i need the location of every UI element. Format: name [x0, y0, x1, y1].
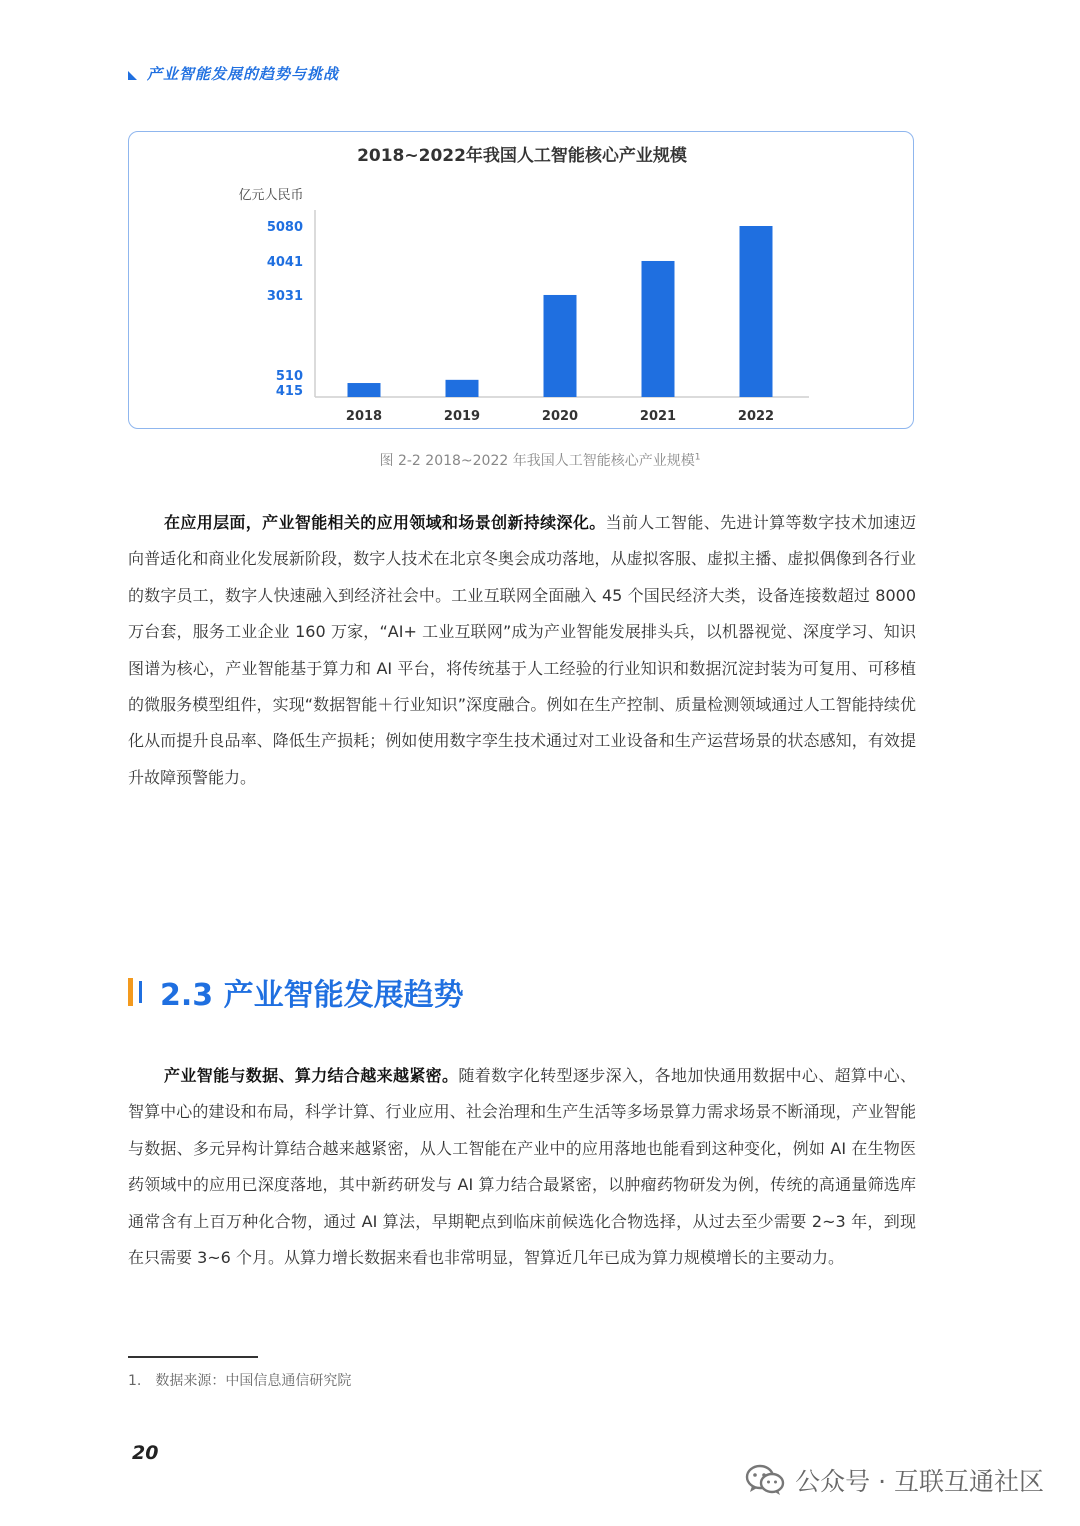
- caption-footnote-ref: 1: [694, 452, 701, 463]
- footnote-number: 1.: [128, 1373, 142, 1389]
- x-tick-label: 2020: [541, 409, 579, 424]
- paragraph-lead: 产业智能与数据、算力结合越来越紧密。: [164, 1066, 459, 1085]
- bar-chart: [129, 132, 915, 430]
- x-tick-label: 2018: [345, 409, 383, 424]
- footnote-divider: [128, 1356, 258, 1358]
- section-blue-bar: [139, 981, 142, 1003]
- page-number: 20: [132, 1442, 159, 1464]
- chart-title: 2018~2022年我国人工智能核心产业规模: [357, 146, 687, 166]
- watermark: [745, 1462, 1044, 1498]
- section-heading: [128, 970, 464, 1014]
- y-tick-label: 510: [275, 368, 303, 384]
- paragraph-body: 随着数字化转型逐步深入，各地加快通用数据中心、超算中心、智算中心的建设和布局，科学计算、行业应用、社会治理和生产生活等多场景算力需求场景不断涌现，产业智能与数据、多元异构计算结合越来越紧密，从人工智能在产业中的应用落地也能看到这种变化，例如 AI 在生物医药领域中的应用已深度落地，其中新药研发与 AI 算力结合最紧密，以肿瘤药物研发为例，传统的高通量筛选库通常含有上百万种化合物，通过 AI 算法，早期靶点到临床前候选化合物选择，从过去至少需要 2~3 年，到现在只需要 3~6 个月。从算力增长数据来看也非常明显，智算近几年已成为算力规模增长的主要动力。: [128, 1066, 916, 1268]
- x-tick-label: 2021: [639, 409, 677, 424]
- y-tick-label: 415: [275, 384, 303, 400]
- caption-text: 图 2-2 2018~2022 年我国人工智能核心产业规模: [379, 453, 695, 469]
- y-axis-label: 亿元人民币: [238, 188, 304, 203]
- x-tick-label: 2022: [737, 409, 775, 424]
- wechat-icon: [745, 1464, 785, 1496]
- paragraph-application: [128, 505, 916, 796]
- figure-caption: [0, 450, 1080, 470]
- bar-2018: [348, 383, 381, 397]
- x-tick-label: 2019: [443, 409, 481, 424]
- chart-container: [128, 131, 914, 429]
- bar-2020: [544, 295, 577, 397]
- watermark-text: 公众号 · 互联互通社区: [795, 1467, 1044, 1496]
- paragraph-lead: 在应用层面，产业智能相关的应用领域和场景创新持续深化。: [164, 513, 606, 532]
- footnote: [128, 1370, 351, 1390]
- footnote-text: 数据来源：中国信息通信研究院: [155, 1373, 352, 1389]
- bar-2019: [446, 380, 479, 397]
- header-title: 产业智能发展的趋势与挑战: [147, 64, 340, 83]
- paragraph-body: 当前人工智能、先进计算等数字技术加速迈向普适化和商业化发展新阶段，数字人技术在北京冬奥会成功落地，从虚拟客服、虚拟主播、虚拟偶像到各行业的数字员工，数字人快速融入到经济社会中。工业互联网全面融入 45 个国民经济大类，设备连接数超过 8000 万台套，服务工业企业 160 万家，“AI+ 工业互联网”成为产业智能发展排头兵，以机器视觉、深度学习、知识图谱为核心，产业智能基于算力和 AI 平台，将传统基于人工经验的行业知识和数据沉淀封装为可复用、可移植的微服务模型组件，实现“数据智能＋行业知识”深度融合。例如在生产控制、质量检测领域通过人工智能持续优化从而提升良品率、降低生产损耗；例如使用数字孪生技术通过对工业设备和生产运营场景的状态感知，有效提升故障预警能力。: [128, 513, 916, 787]
- y-tick-label: 5080: [266, 220, 303, 235]
- y-tick-label: 3031: [266, 288, 303, 304]
- bar-2021: [642, 261, 675, 397]
- section-title: 2.3 产业智能发展趋势: [160, 978, 464, 1013]
- bar-2022: [740, 226, 773, 397]
- page-header: [128, 62, 339, 84]
- header-triangle-icon: [128, 71, 137, 80]
- y-tick-label: 4041: [266, 254, 303, 270]
- paragraph-trend: [128, 1058, 916, 1276]
- section-orange-bar: [128, 978, 133, 1006]
